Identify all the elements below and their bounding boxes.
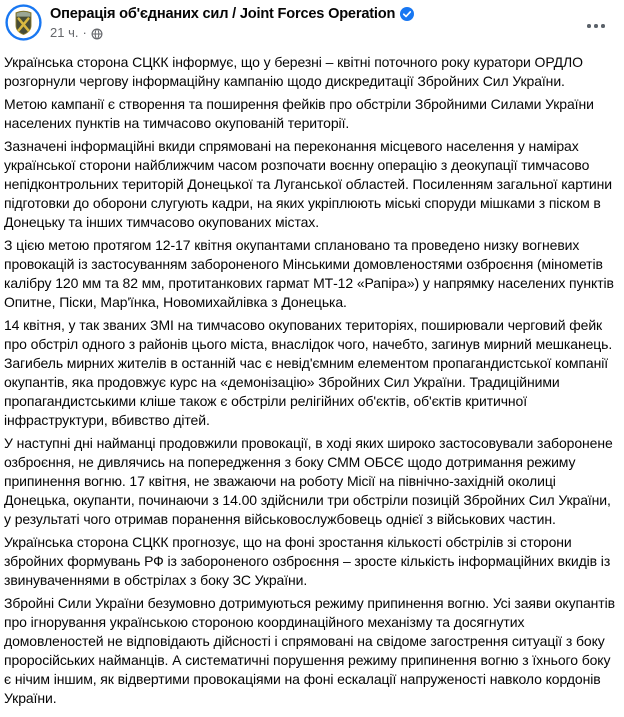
post-content [0, 45, 624, 708]
ellipsis-dot [594, 24, 598, 28]
post-paragraph: Українська сторона СЦКК прогнозує, що на фоні зростання кількості обстрілів зі сторони збройних формувань РФ із забороненого озброєння – зросте кількість інформаційних вкидів із звинуваченнями в обстрілах з боку ЗС України. [4, 534, 614, 588]
header-text [50, 4, 414, 41]
meta-separator: · [82, 25, 87, 40]
globe-icon [91, 28, 103, 40]
verified-badge-icon [400, 7, 414, 21]
post-paragraph: Українська сторона СЦКК інформує, що у березні – квітні поточного року куратори ОРДЛО розгорнули чергову інформаційну кампанію щодо дискредитації Збройних Сил України. [4, 54, 587, 89]
post-header [0, 0, 624, 45]
post-text [4, 53, 619, 708]
post-paragraph: У наступні дні найманці продовжили провокації, в ході яких широко застосовували заборонене озброєння, не дивлячись на попередження з боку СММ ОБСЄ щодо дотримання режиму припинення вогню. 17 квітня, не зважаючи на роботу Місії на північно-західній околиці Донецька, окупанти, починаючи з 14.00 здійснили три обстріли позицій Збройних Сил України, у результаті чого отримав поранення військовослужбовець однієї з військових частин. [4, 435, 617, 527]
jfo-emblem-icon [5, 4, 42, 41]
post-meta-row [50, 25, 414, 41]
post-timestamp[interactable]: 21 ч. [50, 25, 79, 40]
page-name-row [50, 5, 414, 23]
post-paragraph: 14 квітня, у так званих ЗМІ на тимчасово окупованих територіях, поширювали черговий фейк про обстріл одного з районів цього міста, внаслідок чого, начебто, загинув мирний мешканець. Загибель мирних жителів в останній час є невід'ємним елементом пропагандистської компанії окупантів, яка продовжує курс на «демонізацію» Збройних Сил України. Традиційними пропагандистськими кліше також є обстріли релігійних об'єктів, об'єктів критичної інфраструктури, вбивство дітей. [4, 317, 616, 428]
page-avatar[interactable] [5, 4, 42, 41]
post-paragraph: Зазначені інформаційні вкиди спрямовані на переконання місцевого населення у намірах української сторони найближчим часом розпочати воєнну операцію з деокупації тимчасово непідконтрольних територій Донецької та Луганської областей. Посиленням загальної картини підготовки до оборони слугують кадри, на яких укріплюють міські споруди мішками з піском в Донецьку та інших тимчасово окупованих містах. [4, 138, 616, 230]
post-paragraph: Метою кампанії є створення та поширення фейків про обстріли Збройними Силами України населених пунктів на тимчасово окупованій території. [4, 96, 598, 131]
ellipsis-dot [587, 24, 591, 28]
post-paragraph: З цією метою протягом 12-17 квітня окупантами сплановано та проведено низку вогневих провокацій із застосуванням забороненого Мінськими домовленостями озброєння (мінометів калібру 120 мм та 82 мм, протитанкових гармат МТ-12 «Рапіра») у напрямку населених пунктів Опитне, Піски, Мар'їнка, Новомихайлівка з Донецька. [4, 237, 618, 310]
more-options-button[interactable] [582, 17, 610, 35]
ellipsis-dot [601, 24, 605, 28]
page-name-link[interactable]: Операція об'єднаних сил / Joint Forces Operation [50, 6, 396, 22]
post-paragraph: Збройні Сили України безумовно дотримуються режиму припинення вогню. Усі заяви окупантів про ігнорування українською стороною координаційного механізму та досягнутих домовленостей не відповідають дійсності і спрямовані на свідоме загострення ситуації з боку проросійських найманців. А систематичні порушення режиму припинення вогню з їхнього боку є нічим іншим, як відвертими провокаціями на фоні ескалації напруженості навколо кордонів України. [4, 595, 619, 706]
